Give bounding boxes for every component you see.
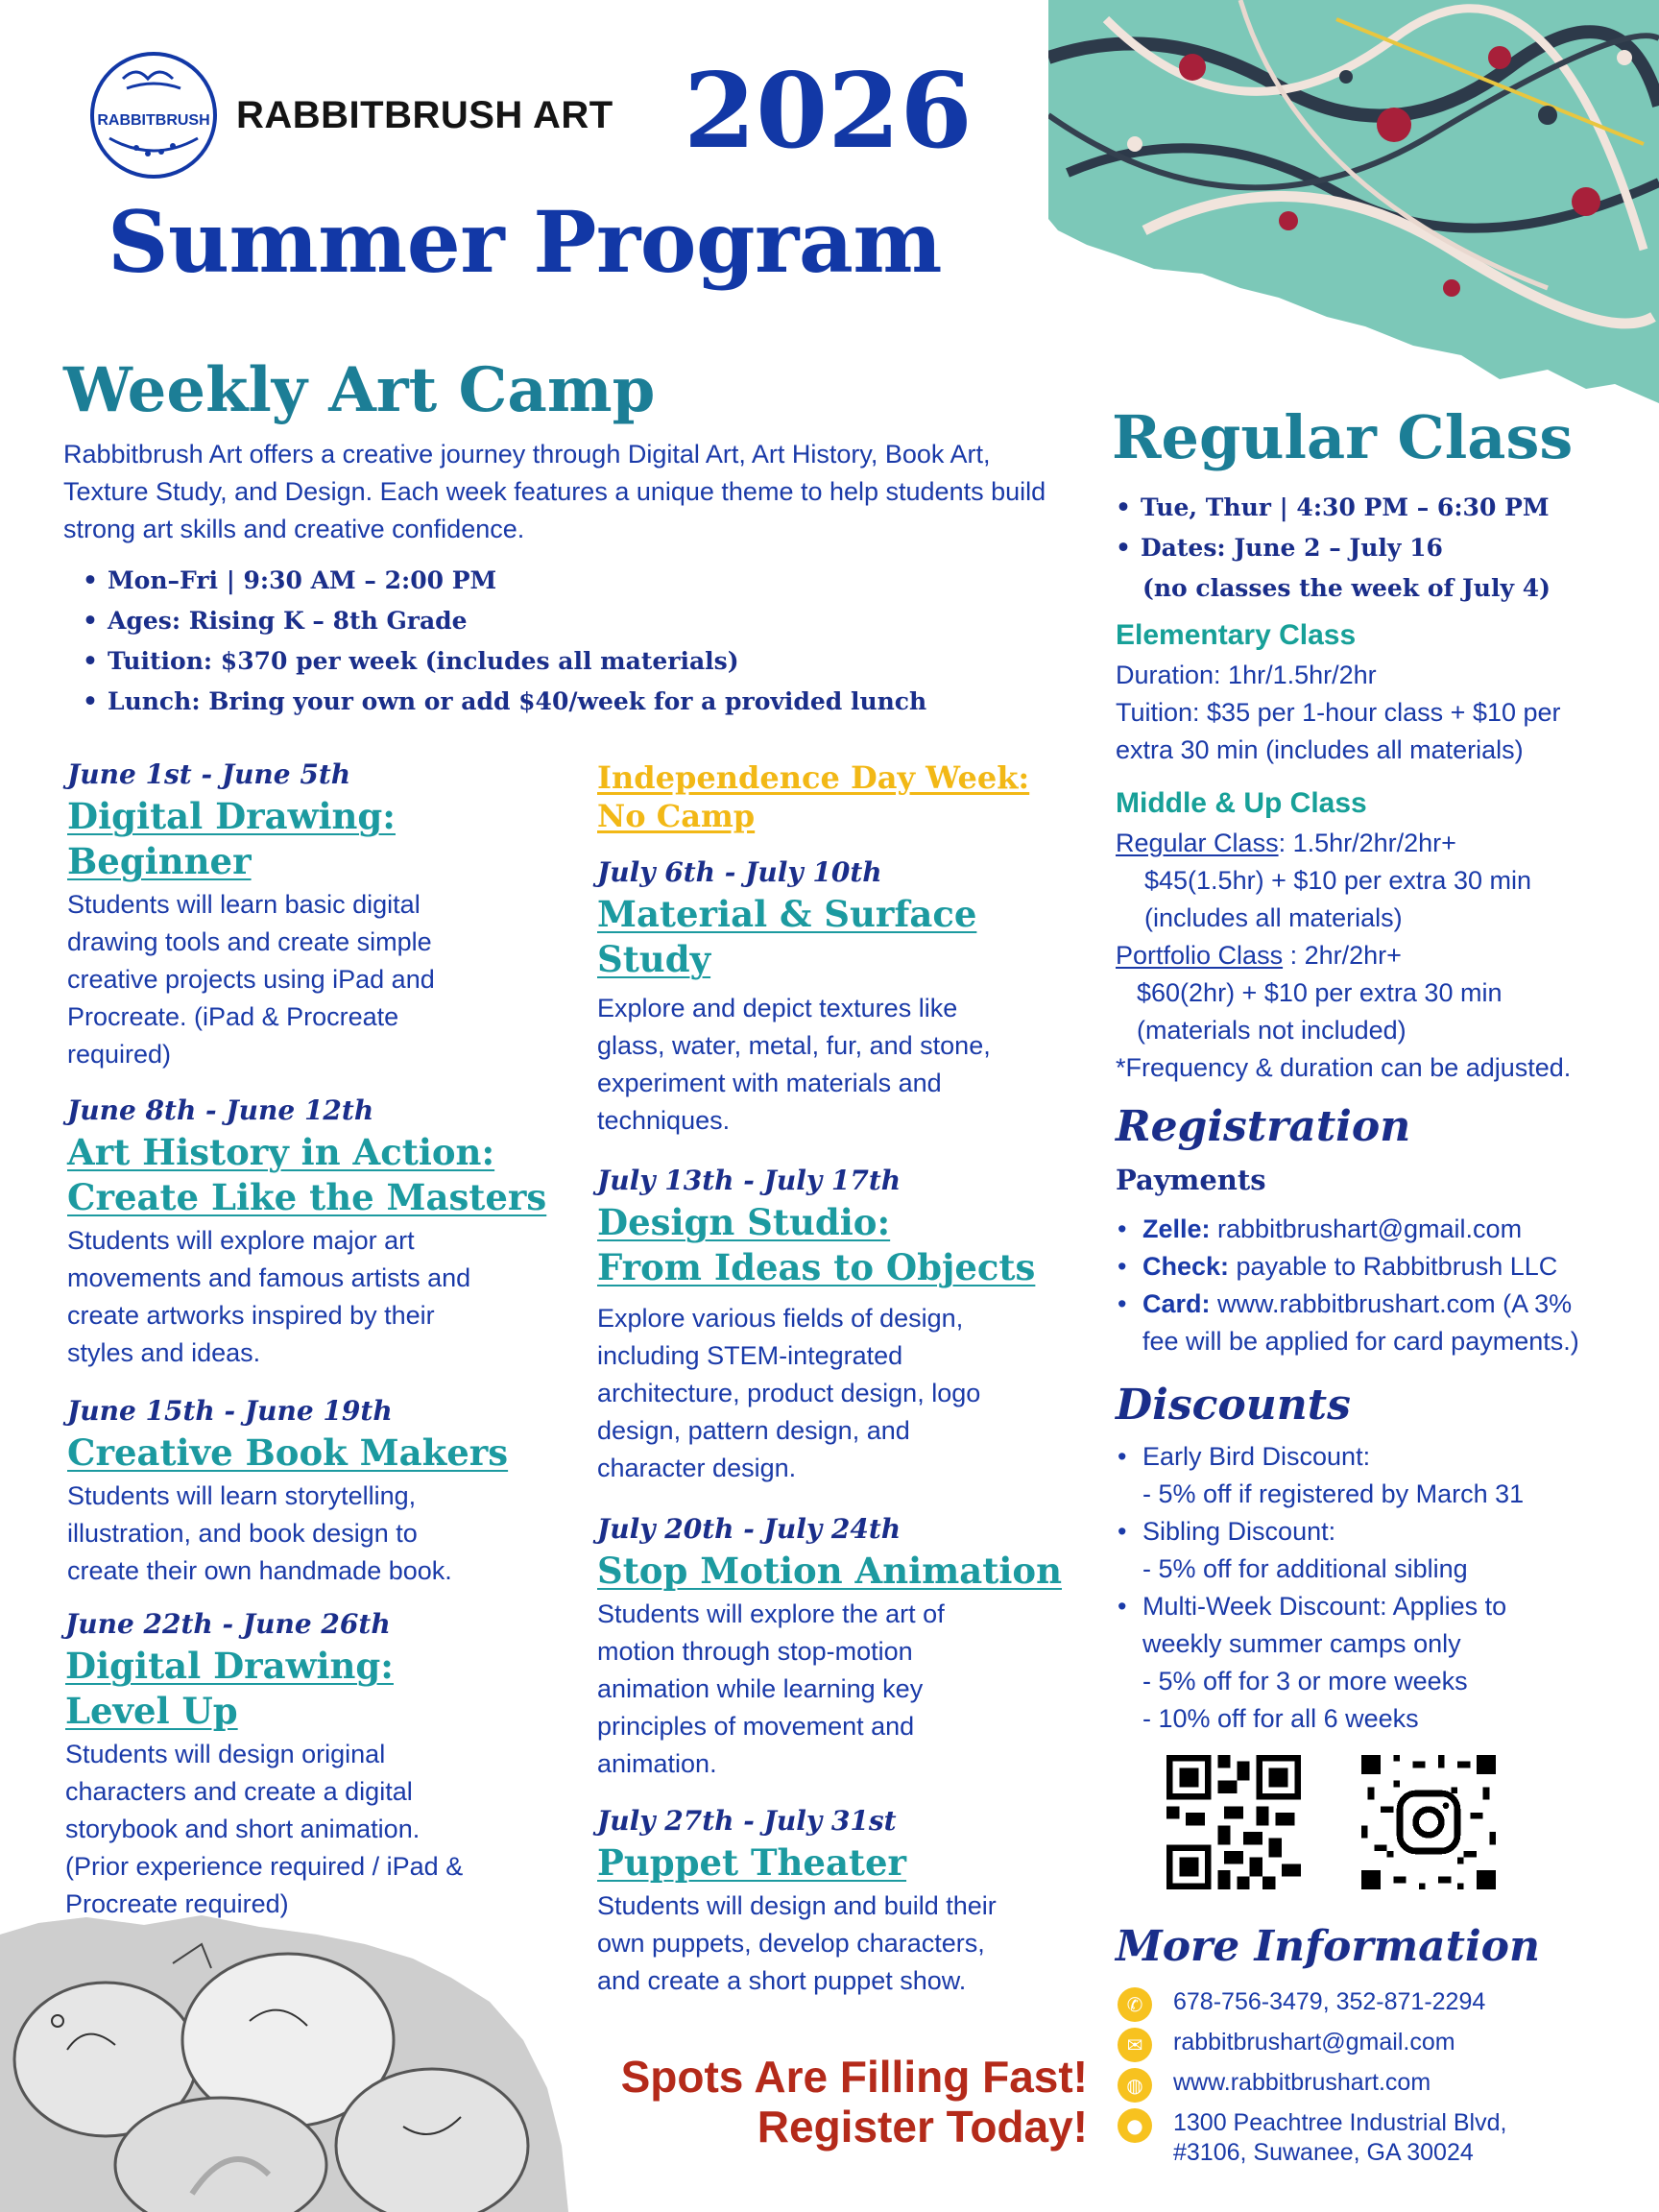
- middle-class-details: Regular Class: 1.5hr/2hr/2hr+ $45(1.5hr) + $10 per extra 30 min (includes all materials) Portfolio Class : 2hr/2hr+ $60(2hr) + $10 per extra 30 min (materials not included) *Frequency & duration can be adjusted.: [1116, 829, 1572, 1082]
- discount-line: - 5% off for 3 or more weeks: [1142, 1667, 1468, 1695]
- week-date: June 1st - June 5th: [67, 758, 351, 790]
- contact-website[interactable]: ◍ www.rabbitbrushart.com: [1118, 2068, 1431, 2103]
- week-card-june-1: [67, 758, 435, 1073]
- payment-methods-list: [1118, 1211, 1579, 1360]
- program-year: 2026: [684, 51, 973, 172]
- week-title[interactable]: Puppet Theater: [597, 1841, 907, 1884]
- week-card-june-8: [67, 1094, 546, 1372]
- contact-phone[interactable]: ✆ 678-756-3479, 352-871-2294: [1118, 1987, 1485, 2022]
- week-title[interactable]: Material & Surface Study: [597, 893, 977, 980]
- week-card-june-15: [67, 1395, 508, 1590]
- week-card-july-13: [597, 1165, 1035, 1487]
- page-title: Summer Program: [108, 192, 943, 292]
- call-to-action: Spots Are Filling Fast! Register Today!: [620, 2052, 1088, 2152]
- week-date: June 15th - June 19th: [67, 1395, 393, 1427]
- week-title[interactable]: Digital Drawing: Level Up: [65, 1645, 394, 1732]
- middle-class-heading: Middle & Up Class: [1116, 787, 1367, 819]
- location-pin-icon: ●: [1118, 2108, 1152, 2143]
- brand-name: RABBITBRUSH ART: [236, 94, 613, 136]
- week-description: Students will design original characters and create a digital storybook and short animation. (Prior experience required / iPad & Procreate required): [65, 1740, 464, 1918]
- camp-facts-list: [83, 561, 927, 722]
- contact-email[interactable]: ✉ rabbitbrushart@gmail.com: [1118, 2028, 1455, 2062]
- instagram-qr-code[interactable]: [1361, 1755, 1496, 1889]
- week-title[interactable]: Digital Drawing: Beginner: [67, 795, 396, 882]
- discount-line: - 5% off if registered by March 31: [1142, 1479, 1525, 1508]
- discount-line: weekly summer camps only: [1142, 1629, 1461, 1658]
- week-date: July 20th - July 24th: [597, 1513, 902, 1545]
- week-card-july-6: [597, 856, 991, 1140]
- contact-address[interactable]: ● 1300 Peachtree Industrial Blvd, #3106, Suwanee, GA 30024: [1118, 2108, 1506, 2168]
- more-info-heading: More Information: [1116, 1922, 1541, 1971]
- week-date: July 13th - July 17th: [597, 1165, 902, 1196]
- regular-fact: • Dates: June 2 – July 16: [1116, 534, 1443, 562]
- camp-fact: • Mon–Fri | 9:30 AM – 2:00 PM: [83, 566, 497, 594]
- elementary-class-heading: Elementary Class: [1116, 619, 1357, 651]
- week-card-july-27: [597, 1805, 997, 2000]
- week-date: July 6th - July 10th: [597, 856, 882, 888]
- payment-zelle: • Zelle: rabbitbrushart@gmail.com: [1118, 1214, 1523, 1243]
- week-description: Students will learn basic digital drawing tools and create simple creative projects using iPad and Procreate. (iPad & Procreate required): [67, 890, 435, 1069]
- camp-fact: • Lunch: Bring your own or add $40/week for a provided lunch: [83, 687, 927, 715]
- week-title[interactable]: Creative Book Makers: [67, 1431, 509, 1474]
- week-description: Explore various fields of design, including STEM-integrated architecture, product design, logo design, pattern design, and character design.: [597, 1304, 981, 1482]
- week-description: Students will learn storytelling, illustration, and book design to create their own handmade book.: [67, 1481, 452, 1585]
- regular-facts-list: [1116, 488, 1551, 609]
- regular-fact: • Tue, Thur | 4:30 PM – 6:30 PM: [1116, 493, 1550, 521]
- payment-check: • Check: payable to Rabbitbrush LLC: [1118, 1252, 1558, 1281]
- discounts-heading: Discounts: [1116, 1381, 1351, 1430]
- pencil-sketch-art: [0, 1906, 576, 2212]
- phone-icon: ✆: [1118, 1987, 1152, 2022]
- globe-icon: ◍: [1118, 2068, 1152, 2103]
- brand-logo: [88, 50, 219, 180]
- week-date: June 8th - June 12th: [67, 1094, 374, 1126]
- regular-class-link[interactable]: Regular Class: [1116, 829, 1279, 857]
- regular-fact-note: (no classes the week of July 4): [1142, 574, 1551, 602]
- camp-heading: Weekly Art Camp: [63, 354, 656, 426]
- week-card-july-20: [597, 1513, 1062, 1783]
- week-date: July 27th - July 31st: [597, 1805, 897, 1837]
- week-description: Students will design and build their own puppets, develop characters, and create a short puppet show.: [597, 1891, 997, 1995]
- payment-card: • Card: www.rabbitbrushart.com (A 3%: [1118, 1289, 1573, 1318]
- payments-heading: Payments: [1116, 1164, 1266, 1196]
- website-qr-code[interactable]: [1166, 1755, 1301, 1889]
- week-title[interactable]: Art History in Action: Create Like the Masters: [67, 1131, 547, 1218]
- paint-splatter-art: [1048, 0, 1659, 403]
- camp-intro: Rabbitbrush Art offers a creative journey through Digital Art, Art History, Book Art, Texture Study, and Design. Each week features a unique theme to help students build strong art skills and creative confidence.: [63, 440, 1046, 543]
- week-title[interactable]: Stop Motion Animation: [597, 1550, 1062, 1592]
- camp-fact: • Tuition: $370 per week (includes all materials): [83, 647, 739, 675]
- discount-line: - 10% off for all 6 weeks: [1142, 1704, 1419, 1733]
- independence-day-notice: Independence Day Week: No Camp: [597, 759, 1030, 834]
- discounts-list: [1118, 1438, 1525, 1738]
- discount-line: • Early Bird Discount:: [1118, 1442, 1371, 1471]
- logo-text: RABBITBRUSH: [97, 112, 210, 129]
- week-date: June 22th - June 26th: [65, 1608, 391, 1640]
- payment-card-note: fee will be applied for card payments.): [1142, 1327, 1579, 1356]
- registration-heading: Registration: [1116, 1102, 1411, 1151]
- week-description: Students will explore the art of motion through stop-motion animation while learning key principles of movement and animation.: [597, 1599, 945, 1778]
- week-title[interactable]: Design Studio: From Ideas to Objects: [597, 1201, 1036, 1288]
- week-description: Explore and depict textures like glass, water, metal, fur, and stone, experiment with materials and techniques.: [597, 994, 991, 1135]
- regular-class-heading: Regular Class: [1112, 402, 1574, 472]
- portfolio-class-link[interactable]: Portfolio Class: [1116, 941, 1284, 970]
- mail-icon: ✉: [1118, 2028, 1152, 2062]
- camp-fact: • Ages: Rising K – 8th Grade: [83, 607, 468, 635]
- week-description: Students will explore major art movements and famous artists and create artworks inspired by their styles and ideas.: [67, 1226, 471, 1367]
- discount-line: • Multi-Week Discount: Applies to: [1118, 1592, 1507, 1621]
- elementary-class-details: Duration: 1hr/1.5hr/2hr Tuition: $35 per 1-hour class + $10 per extra 30 min (includes all materials): [1116, 661, 1561, 764]
- discount-line: • Sibling Discount:: [1118, 1517, 1336, 1546]
- week-card-june-22: [65, 1608, 463, 1923]
- discount-line: - 5% off for additional sibling: [1142, 1554, 1468, 1583]
